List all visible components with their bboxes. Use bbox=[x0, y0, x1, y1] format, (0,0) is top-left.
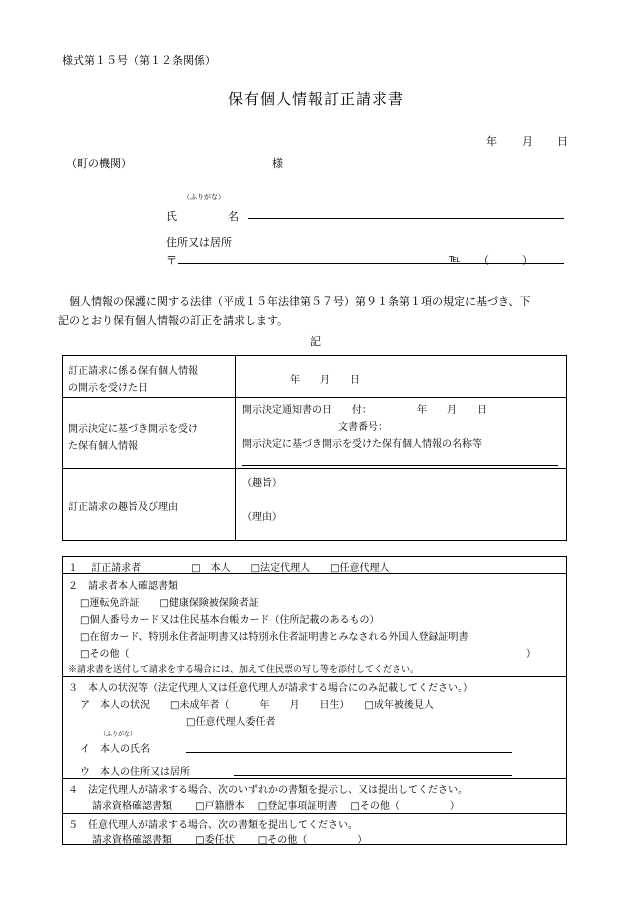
honorific-label: 様 bbox=[272, 157, 283, 170]
request-table-row-line-1 bbox=[62, 397, 567, 398]
request-table-row-line-2 bbox=[62, 468, 567, 469]
tel-paren: （ ） bbox=[478, 254, 533, 267]
row2-document-number[interactable]: 文書番号： bbox=[338, 422, 388, 433]
details-row-line-2 bbox=[62, 676, 567, 677]
principal-status-heading: ３ 本人の状況等（法定代理人又は任意代理人が請求する場合にのみ記載してください。） bbox=[68, 683, 473, 694]
tel-mark: ℡ bbox=[449, 252, 461, 265]
row2-info-name-field[interactable] bbox=[242, 465, 558, 466]
id-option-other[interactable]: □その他（ bbox=[80, 649, 130, 660]
principal-furigana-label: （ふりがな） bbox=[100, 731, 137, 738]
request-table-divider bbox=[235, 355, 236, 541]
page-title: 保有個人情報訂正請求書 bbox=[228, 90, 405, 108]
row2-notice-date[interactable]: 開示決定通知書の日 付： 年 月 日 bbox=[242, 405, 487, 416]
id-option-license-insurance[interactable]: □運転免許証 □健康保険被保険者証 bbox=[80, 598, 259, 609]
id-option-residence-card[interactable]: □在留カード、特別永住者証明書又は特別永住者証明書とみなされる外国人登録証明書 bbox=[80, 632, 469, 643]
legal-agent-documents[interactable]: 請求資格確認書類 □戸籍謄本 □登記事項証明書 □その他（ ） bbox=[92, 801, 460, 812]
principal-name-label: イ 本人の氏名 bbox=[80, 744, 150, 755]
id-documents-heading: ２ 請求者本人確認書類 bbox=[68, 581, 178, 592]
row1-date-value[interactable]: 年 月 日 bbox=[290, 375, 360, 386]
name-field[interactable] bbox=[248, 218, 564, 219]
voluntary-agent-heading: ５ 任意代理人が請求する場合、次の書類を提出してください。 bbox=[68, 820, 358, 831]
row2-info-name-label: 開示決定に基づき開示を受けた保有個人情報の名称等 bbox=[242, 439, 482, 450]
row3-reason-label[interactable]: （理由） bbox=[242, 512, 282, 523]
date-month-label: 月 bbox=[522, 135, 533, 148]
preamble-line-2: 記のとおり保有個人情報の訂正を請求します。 bbox=[58, 314, 289, 327]
furigana-label: （ふりがな） bbox=[183, 193, 225, 201]
voluntary-agent-documents[interactable]: 請求資格確認書類 □委任状 □その他（ ） bbox=[92, 835, 368, 846]
date-year-label: 年 bbox=[486, 135, 497, 148]
principal-address-label: ウ 本人の住所又は居所 bbox=[80, 767, 190, 778]
id-option-other-close: ） bbox=[526, 649, 536, 660]
details-row-line-3 bbox=[62, 778, 567, 779]
row2-label-1: 開示決定に基づき開示を受け bbox=[68, 424, 198, 435]
principal-status-delegator[interactable]: □任意代理人委任者 bbox=[186, 717, 276, 728]
principal-status-options[interactable]: ア 本人の状況 □未成年者（ 年 月 日生） □成年被後見人 bbox=[80, 700, 434, 711]
row3-label: 訂正請求の趣旨及び理由 bbox=[68, 502, 178, 513]
ki-label: 記 bbox=[310, 335, 321, 348]
address-label: 住所又は居所 bbox=[166, 236, 232, 249]
requester-type-options[interactable]: １ 訂正請求者 □ 本人 □法定代理人 □任意代理人 bbox=[68, 563, 390, 574]
row1-label-2: の開示を受けた日 bbox=[68, 383, 148, 394]
id-documents-note: ※請求書を送付して請求をする場合には、加えて住民票の写し等を添付してください。 bbox=[68, 665, 420, 675]
addressee-label: （町の機関） bbox=[66, 157, 132, 170]
name-label-2: 名 bbox=[228, 210, 239, 223]
legal-agent-heading: ４ 法定代理人が請求する場合、次のいずれかの書類を提示し、又は提出してください。 bbox=[68, 785, 468, 796]
principal-name-field[interactable] bbox=[186, 752, 512, 753]
preamble-line-1: 個人情報の保護に関する法律（平成１５年法律第５７号）第９１条第１項の規定に基づき、下 bbox=[58, 295, 531, 308]
form-number: 様式第１５号（第１２条関係） bbox=[62, 54, 216, 67]
postal-mark: 〒 bbox=[166, 254, 177, 267]
name-label-1: 氏 bbox=[166, 210, 177, 223]
details-row-line-4 bbox=[62, 813, 567, 814]
date-day-label: 日 bbox=[557, 135, 568, 148]
row3-purpose-label[interactable]: （趣旨） bbox=[242, 478, 282, 489]
row1-label-1: 訂正請求に係る保有個人情報 bbox=[68, 366, 198, 377]
principal-address-field[interactable] bbox=[234, 775, 512, 776]
id-option-mynumber-card[interactable]: □個人番号カード又は住民基本台帳カード（住所記載のあるもの） bbox=[80, 615, 380, 626]
row2-label-2: た保有個人情報 bbox=[68, 441, 138, 452]
